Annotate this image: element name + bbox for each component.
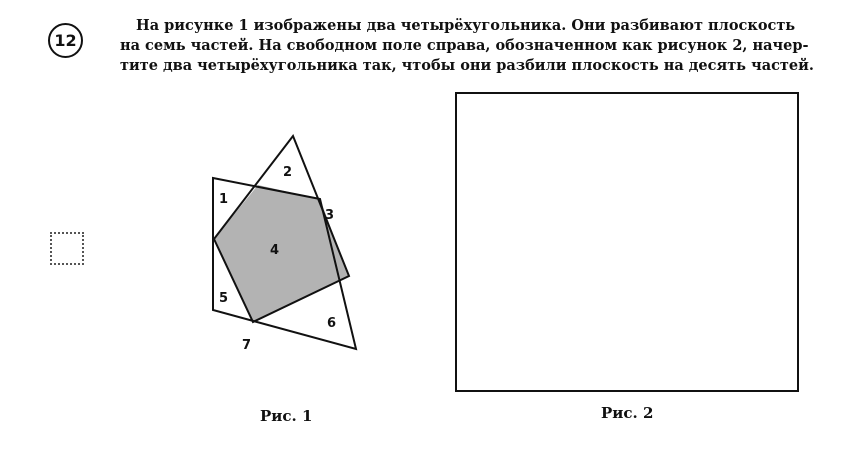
region-label-5: 5 — [219, 291, 229, 306]
figure-2-drawing-area[interactable] — [455, 92, 799, 392]
overlap-region — [214, 185, 349, 322]
region-label-4: 4 — [270, 243, 280, 258]
task-text-line-3: тите два четырёхугольника так, чтобы они разбили плоскость на десять частей. — [120, 57, 814, 74]
region-label-2: 2 — [283, 165, 293, 180]
figure-2-caption: Рис. 2 — [601, 404, 654, 422]
region-label-1: 1 — [219, 192, 229, 207]
region-label-6: 6 — [327, 316, 337, 331]
region-label-3: 3 — [325, 208, 335, 223]
task-text-line-2: на семь частей. На свободном поле справа, обозначенном как рисунок 2, начер- — [120, 37, 809, 54]
task-number: 12 — [54, 31, 77, 50]
figure-1-caption: Рис. 1 — [260, 407, 313, 425]
region-label-7: 7 — [242, 338, 252, 353]
task-text-line-1: На рисунке 1 изображены два четырёхугольника. Они разбивают плоскость — [136, 17, 796, 34]
